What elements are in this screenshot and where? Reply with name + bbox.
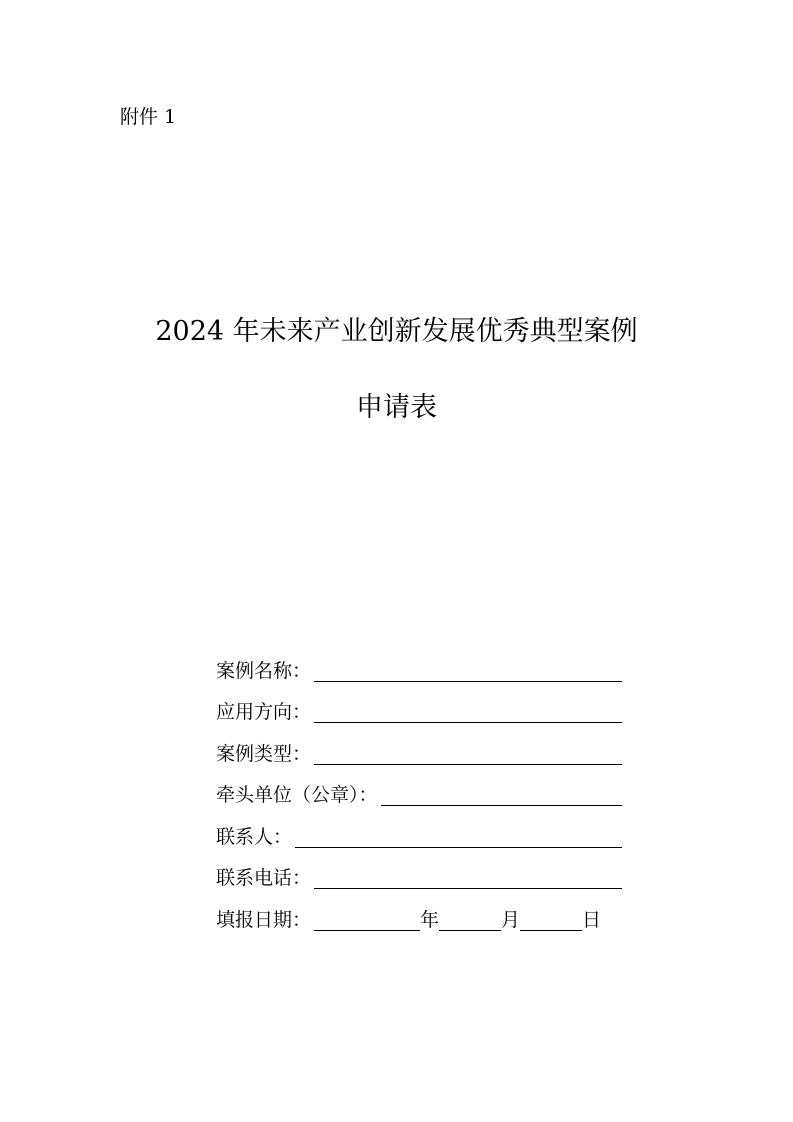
fill-date-label: 填报日期：: [216, 908, 312, 931]
day-unit: 日: [582, 908, 602, 931]
lead-unit-field[interactable]: [381, 781, 622, 806]
application-direction-row: [216, 686, 622, 728]
application-direction-field[interactable]: [314, 698, 622, 723]
case-name-field[interactable]: [314, 657, 622, 682]
year-unit: 年: [420, 908, 440, 931]
attachment-label: 附件 1: [120, 106, 177, 128]
fill-date-day-field[interactable]: [520, 906, 582, 931]
contact-phone-label: 联系电话：: [216, 867, 312, 889]
month-unit: 月: [501, 908, 521, 931]
application-direction-label: 应用方向：: [216, 701, 312, 723]
contact-phone-field[interactable]: [314, 864, 622, 889]
fill-date-year-field[interactable]: [314, 906, 420, 931]
fill-date-month-field[interactable]: [439, 906, 501, 931]
application-form: [216, 644, 622, 935]
lead-unit-row: [216, 769, 622, 811]
case-type-row: [216, 727, 622, 769]
fill-date-row: [216, 893, 622, 935]
contact-person-label: 联系人：: [216, 825, 293, 848]
case-name-row: [216, 644, 622, 686]
case-name-label: 案例名称：: [216, 659, 312, 682]
document-title: 2024 年未来产业创新发展优秀典型案例: [155, 316, 638, 347]
document-subtitle: 申请表: [356, 392, 437, 423]
case-type-label: 案例类型：: [216, 742, 312, 765]
contact-phone-row: [216, 852, 622, 894]
case-type-field[interactable]: [314, 740, 622, 765]
lead-unit-label: 牵头单位（公章）：: [216, 784, 378, 806]
contact-person-row: [216, 810, 622, 852]
contact-person-field[interactable]: [295, 823, 622, 848]
